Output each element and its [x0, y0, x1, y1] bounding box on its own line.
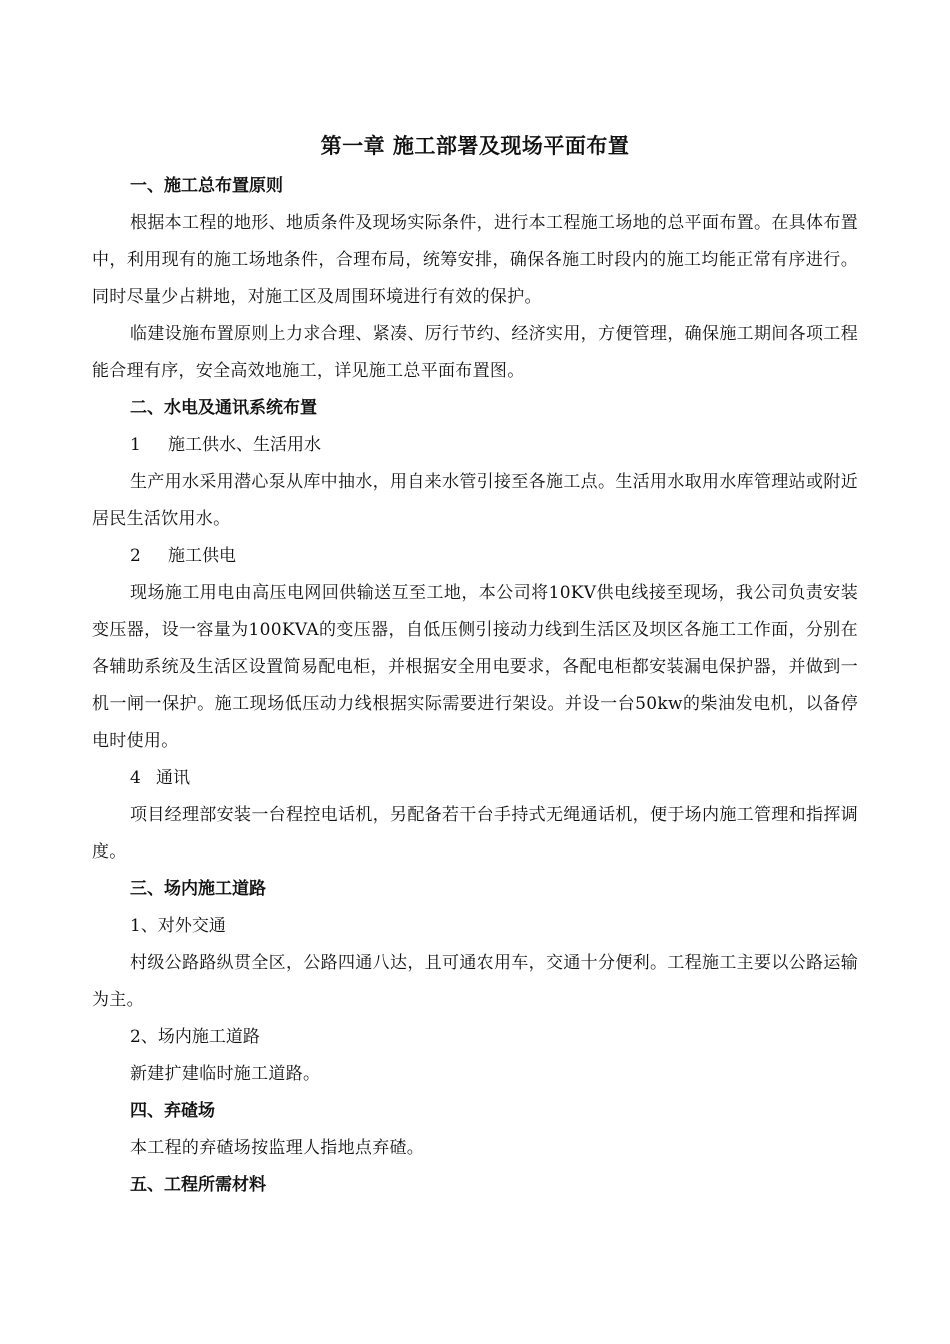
section-heading: 二、水电及通讯系统布置 [130, 398, 317, 418]
subsection-heading [92, 538, 858, 575]
subsection-number: 2 [130, 546, 141, 566]
section-heading: 一、施工总布置原则 [130, 176, 283, 196]
subsection-heading: 2、场内施工道路 [130, 1027, 260, 1047]
subsection-label: 通讯 [156, 768, 190, 788]
subsection-heading [92, 760, 858, 797]
chapter-title: 第一章 施工部署及现场平面布置 [320, 133, 630, 158]
subsection-heading: 1、对外交通 [130, 916, 226, 936]
subsection-number: 4 [130, 768, 141, 788]
paragraph: 现场施工用电由高压电网回供输送互至工地，本公司将10KV供电线接至现场，我公司负责安装变压器，设一容量为100KVA的变压器，自低压侧引接动力线到生活区及坝区各施工工作面，分别在各辅助系统及生活区设置简易配电柜，并根据安全用电要求，各配电柜都安装漏电保护器，并做到一机一闸一保护。施工现场低压动力线根据实际需要进行架设。并设一台50kw的柴油发电机，以备停电时使用。 [92, 583, 858, 751]
section-heading: 五、工程所需材料 [130, 1175, 266, 1195]
subsection-label: 施工供电 [168, 546, 236, 566]
paragraph: 村级公路路纵贯全区，公路四通八达，且可通农用车，交通十分便利。工程施工主要以公路运输为主。 [92, 953, 858, 1010]
subsection-label: 施工供水、生活用水 [168, 435, 321, 455]
paragraph: 新建扩建临时施工道路。 [130, 1064, 321, 1084]
paragraph: 根据本工程的地形、地质条件及现场实际条件，进行本工程施工场地的总平面布置。在具体布置中，利用现有的施工场地条件，合理布局，统筹安排，确保各施工时段内的施工均能正常有序进行。同时尽量少占耕地，对施工区及周围环境进行有效的保护。 [92, 213, 858, 307]
subsection-number: 1 [130, 435, 141, 455]
document-page [92, 128, 858, 1204]
paragraph: 生产用水采用潜心泵从库中抽水，用自来水管引接至各施工点。生活用水取用水库管理站或附近居民生活饮用水。 [92, 472, 858, 529]
section-heading: 四、弃碴场 [130, 1101, 215, 1121]
section-heading: 三、场内施工道路 [130, 879, 266, 899]
subsection-heading [92, 427, 858, 464]
paragraph: 临建设施布置原则上力求合理、紧凑、厉行节约、经济实用，方便管理，确保施工期间各项工程能合理有序，安全高效地施工，详见施工总平面布置图。 [92, 324, 858, 381]
paragraph: 本工程的弃碴场按监理人指地点弃碴。 [130, 1138, 425, 1158]
paragraph: 项目经理部安装一台程控电话机，另配备若干台手持式无绳通话机，便于场内施工管理和指挥调度。 [92, 805, 858, 862]
